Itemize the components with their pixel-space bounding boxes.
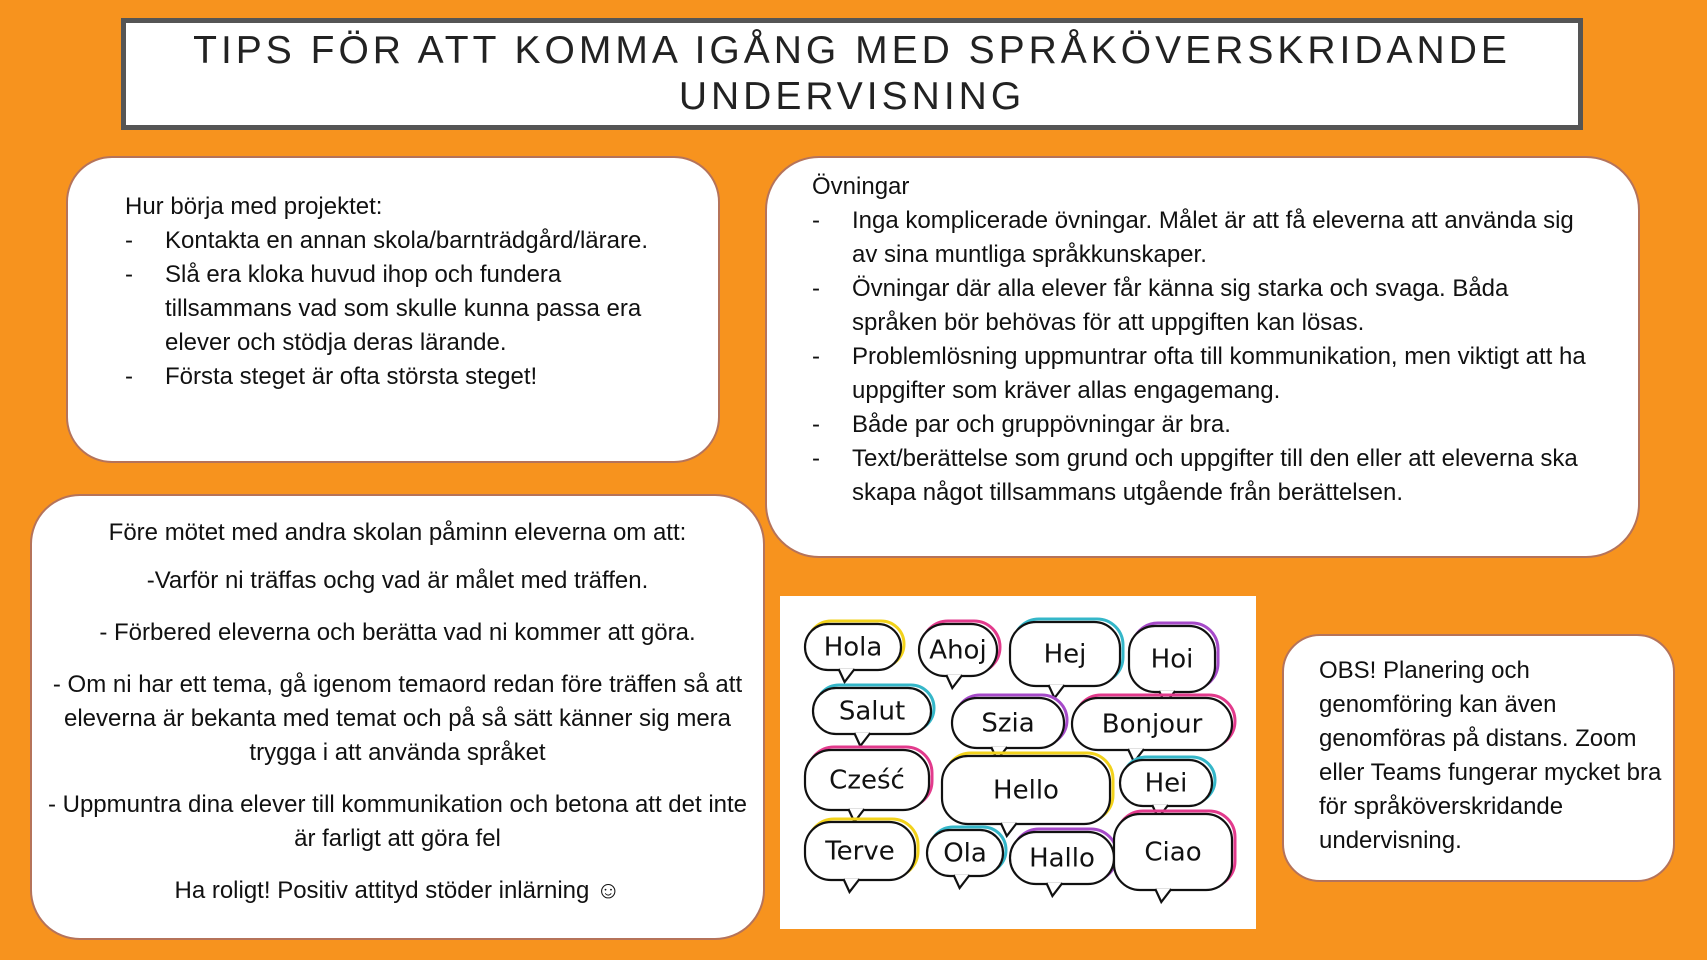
speech-bubble (813, 685, 934, 746)
slide-title-line-1: TIPS FÖR ATT KOMMA IGÅNG MED SPRÅKÖVERSKRIDANDE (193, 29, 1511, 72)
start-project-list (125, 224, 678, 394)
greeting-word: Ahoj (929, 635, 987, 666)
before-meeting-item: - Uppmuntra dina elever till kommunikation och betona att det inte är farligt att göra fel (47, 791, 748, 852)
greetings-image (780, 596, 1256, 929)
exercises-list (812, 204, 1598, 510)
before-meeting-closing: Ha roligt! Positiv attityd stöder inlärning ☺ (174, 877, 621, 904)
list-item: - Problemlösning uppmuntrar ofta till kommunikation, men viktigt att ha uppgifter som kräver allas engagemang. (812, 343, 1586, 404)
greeting-word: Terve (825, 836, 895, 867)
before-meeting-item: - Om ni har ett tema, gå igenom temaord redan före träffen så att eleverna är bekanta med temat och på så sätt känner sig mera trygga i att använda språket (52, 671, 743, 766)
greeting-word: Ola (943, 838, 987, 869)
speech-bubble (927, 827, 1006, 888)
greeting-word: Cześć (829, 765, 905, 796)
speech-bubble (952, 695, 1067, 760)
before-meeting-item: -Varför ni träffas ochg vad är målet med träffen. (146, 567, 649, 594)
greeting-word: Hola (823, 632, 883, 663)
speech-bubble (919, 621, 1000, 688)
list-item: - Både par och gruppövningar är bra. (812, 411, 1231, 438)
list-item: - Slå era kloka huvud ihop och fundera tillsammans vad som skulle kunna passa era elever och stödja deras lärande. (125, 261, 642, 356)
greeting-word: Salut (838, 696, 906, 727)
speech-bubble (805, 747, 932, 822)
greeting-word: Hej (1043, 639, 1087, 670)
list-item: - Kontakta en annan skola/barnträdgård/lärare. (125, 227, 648, 254)
greetings-illustration (780, 596, 1256, 929)
list-item: - Övningar där alla elever får känna sig starka och svaga. Båda språken bör behövas för att uppgiften kan lösas. (812, 275, 1509, 336)
obs-card (1282, 634, 1675, 882)
speech-bubble (805, 621, 904, 682)
list-item: - Första steget är ofta största steget! (125, 363, 538, 390)
speech-bubble (1010, 619, 1123, 698)
speech-bubble (805, 819, 918, 892)
before-meeting-card (30, 494, 765, 940)
greeting-word: Hello (993, 775, 1059, 806)
start-project-card (66, 156, 720, 463)
greeting-word: Hei (1144, 768, 1188, 799)
greeting-word: Hoi (1150, 644, 1194, 675)
exercises-heading: Övningar (812, 173, 910, 200)
greeting-word: Bonjour (1101, 709, 1203, 740)
speech-bubble (1072, 695, 1235, 762)
exercises-card (765, 156, 1640, 558)
list-item: - Inga komplicerade övningar. Målet är att få eleverna att använda sig av sina muntliga språkkunskaper. (812, 207, 1574, 268)
slide-title-line-2: UNDERVISNING (678, 75, 1026, 118)
greeting-word: Szia (981, 708, 1035, 739)
before-meeting-heading: Före mötet med andra skolan påminn eleverna om att: (108, 519, 687, 546)
speech-bubble (942, 753, 1113, 836)
list-item: - Text/berättelse som grund och uppgifter till den eller att eleverna ska skapa något tillsammans utgående från berättelsen. (812, 445, 1578, 506)
greeting-word: Ciao (1144, 837, 1202, 868)
start-project-heading: Hur börja med projektet: (125, 193, 383, 220)
speech-bubble (1010, 829, 1117, 896)
slide-title (121, 18, 1583, 130)
speech-bubble (1129, 623, 1218, 704)
obs-text: OBS! Planering och genomföring kan även genomföras på distans. Zoom eller Teams fungerar mycket bra för språköverskridande undervisning. (1319, 657, 1662, 854)
speech-bubble (1114, 811, 1235, 902)
before-meeting-item: - Förbered eleverna och berätta vad ni kommer att göra. (99, 619, 696, 646)
speech-bubble (1120, 757, 1215, 818)
greeting-word: Hallo (1029, 843, 1095, 874)
